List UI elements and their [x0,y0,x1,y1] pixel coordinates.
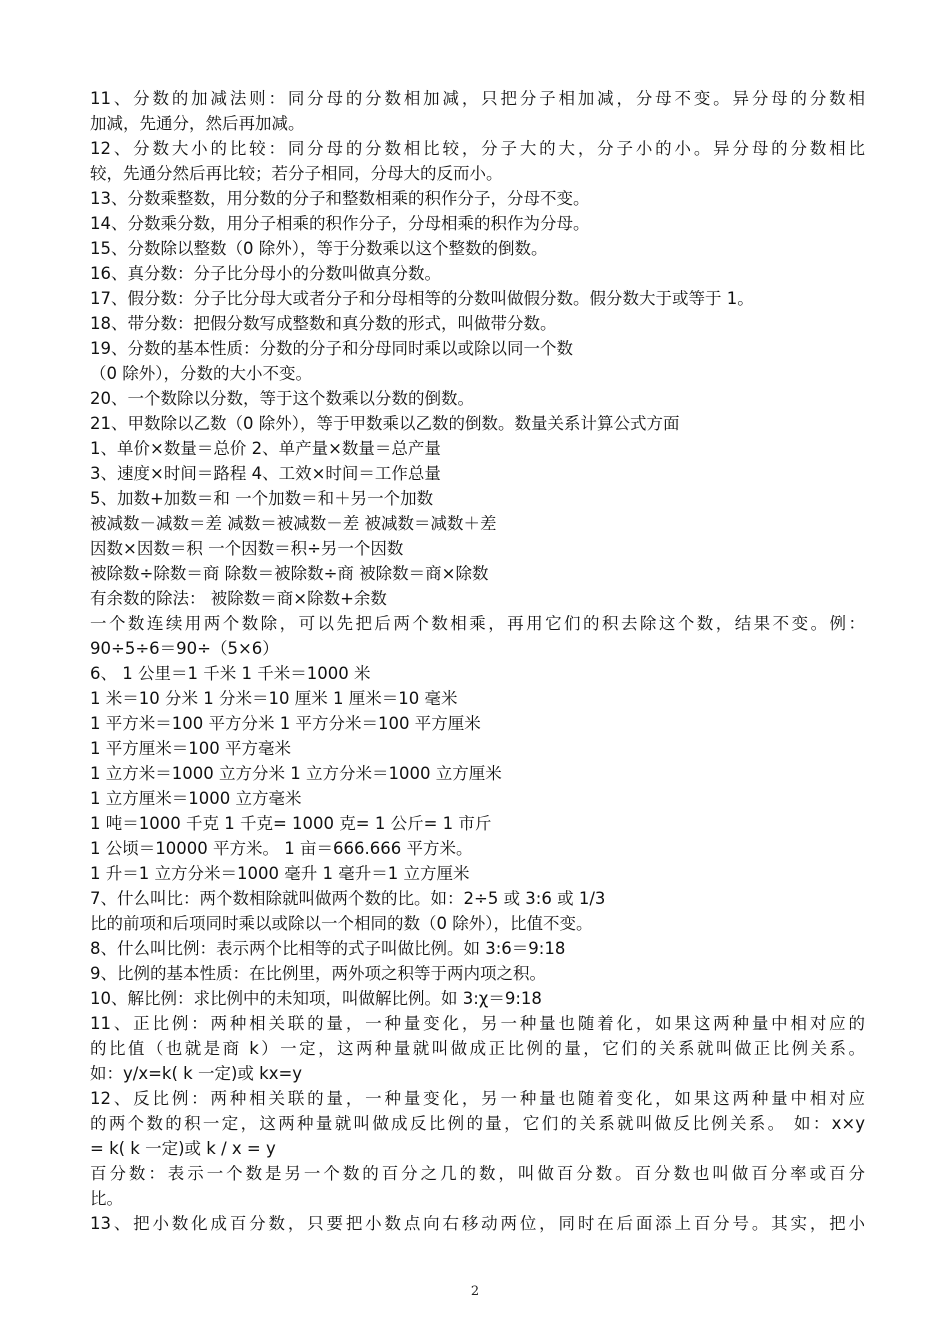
text-line: 90÷5÷6＝90÷（5×6） [90,639,279,658]
text-line: 1 米＝10 分米 1 分米＝10 厘米 1 厘米＝10 毫米 [90,689,458,708]
text-line: 7、什么叫比：两个数相除就叫做两个数的比。如：2÷5 或 3:6 或 1/3 [90,889,606,908]
text-line: 1 立方米＝1000 立方分米 1 立方分米＝1000 立方厘米 [90,764,502,783]
text-line: 11、分数的加减法则：同分母的分数相加减，只把分子相加减，分母不变。异分母的分数相 [90,89,865,108]
text-line: 6、 1 公里＝1 千米 1 千米＝1000 米 [90,664,371,683]
text-line: 有余数的除法： 被除数＝商×除数+余数 [90,589,387,608]
text-line: 百分数：表示一个数是另一个数的百分之几的数，叫做百分数。百分数也叫做百分率或百分 [90,1164,865,1183]
text-line: 5、加数+加数＝和 一个加数＝和＋另一个加数 [90,489,434,508]
text-line: 20、一个数除以分数，等于这个数乘以分数的倒数。 [90,389,474,408]
text-line: 17、假分数：分子比分母大或者分子和分母相等的分数叫做假分数。假分数大于或等于 1。 [90,289,754,308]
text-line: 1 平方米＝100 平方分米 1 平方分米＝100 平方厘米 [90,714,481,733]
document-body [90,86,865,1236]
text-line: 比。 [90,1189,123,1208]
text-line: 比的前项和后项同时乘以或除以一个相同的数（0 除外），比值不变。 [90,914,593,933]
page-number: 2 [470,1284,480,1299]
text-line: 的两个数的积一定，这两种量就叫做成反比例的量，它们的关系就叫做反比例关系。 如：x×y [90,1114,865,1133]
text-line: 因数×因数＝积 一个因数＝积÷另一个因数 [90,539,404,558]
text-line: 18、带分数：把假分数写成整数和真分数的形式，叫做带分数。 [90,314,557,333]
text-line: 9、比例的基本性质：在比例里，两外项之积等于两内项之积。 [90,964,546,983]
text-line: 1 公顷＝10000 平方米。 1 亩＝666.666 平方米。 [90,839,473,858]
text-line: 如：y/x=k( k 一定)或 kx=y [90,1064,303,1083]
text-line: 21、甲数除以乙数（0 除外），等于甲数乘以乙数的倒数。数量关系计算公式方面 [90,414,680,433]
text-line: 3、速度×时间＝路程 4、工效×时间＝工作总量 [90,464,441,483]
text-line: = k( k 一定)或 k / x = y [90,1139,276,1158]
text-line: 1 平方厘米＝100 平方毫米 [90,739,291,758]
text-line: 较，先通分然后再比较；若分子相同，分母大的反而小。 [90,164,503,183]
text-line: 的比值（也就是商 k）一定，这两种量就叫做成正比例的量，它们的关系就叫做正比例关系。 [90,1039,865,1058]
text-line: 10、解比例：求比例中的未知项，叫做解比例。如 3:χ＝9:18 [90,989,542,1008]
text-line: 12、反比例：两种相关联的量，一种量变化，另一种量也随着变化，如果这两种量中相对应 [90,1089,865,1108]
text-line: 1、单价×数量＝总价 2、单产量×数量＝总产量 [90,439,441,458]
text-line: （0 除外），分数的大小不变。 [90,364,312,383]
text-line: 一个数连续用两个数除，可以先把后两个数相乘，再用它们的积去除这个数，结果不变。例： [90,614,865,633]
text-line: 15、分数除以整数（0 除外），等于分数乘以这个整数的倒数。 [90,239,548,258]
text-line: 加减，先通分，然后再加减。 [90,114,305,133]
text-line: 1 升＝1 立方分米＝1000 毫升 1 毫升＝1 立方厘米 [90,864,470,883]
text-line: 1 吨＝1000 千克 1 千克= 1000 克= 1 公斤= 1 市斤 [90,814,492,833]
text-line: 被减数－减数＝差 减数＝被减数－差 被减数＝减数＋差 [90,514,497,533]
text-line: 1 立方厘米＝1000 立方毫米 [90,789,302,808]
text-line: 8、什么叫比例：表示两个比相等的式子叫做比例。如 3:6＝9:18 [90,939,566,958]
text-line: 13、分数乘整数，用分数的分子和整数相乘的积作分子，分母不变。 [90,189,590,208]
text-line: 被除数÷除数＝商 除数＝被除数÷商 被除数＝商×除数 [90,564,489,583]
text-line: 19、分数的基本性质：分数的分子和分母同时乘以或除以同一个数 [90,339,573,358]
text-line: 12、分数大小的比较：同分母的分数相比较，分子大的大，分子小的小。异分母的分数相比 [90,139,865,158]
text-line: 16、真分数：分子比分母小的分数叫做真分数。 [90,264,441,283]
text-line: 13、把小数化成百分数，只要把小数点向右移动两位，同时在后面添上百分号。其实，把小 [90,1214,865,1233]
text-line: 14、分数乘分数，用分子相乘的积作分子，分母相乘的积作为分母。 [90,214,590,233]
text-line: 11、正比例：两种相关联的量，一种量变化，另一种量也随着化，如果这两种量中相对应的 [90,1014,865,1033]
